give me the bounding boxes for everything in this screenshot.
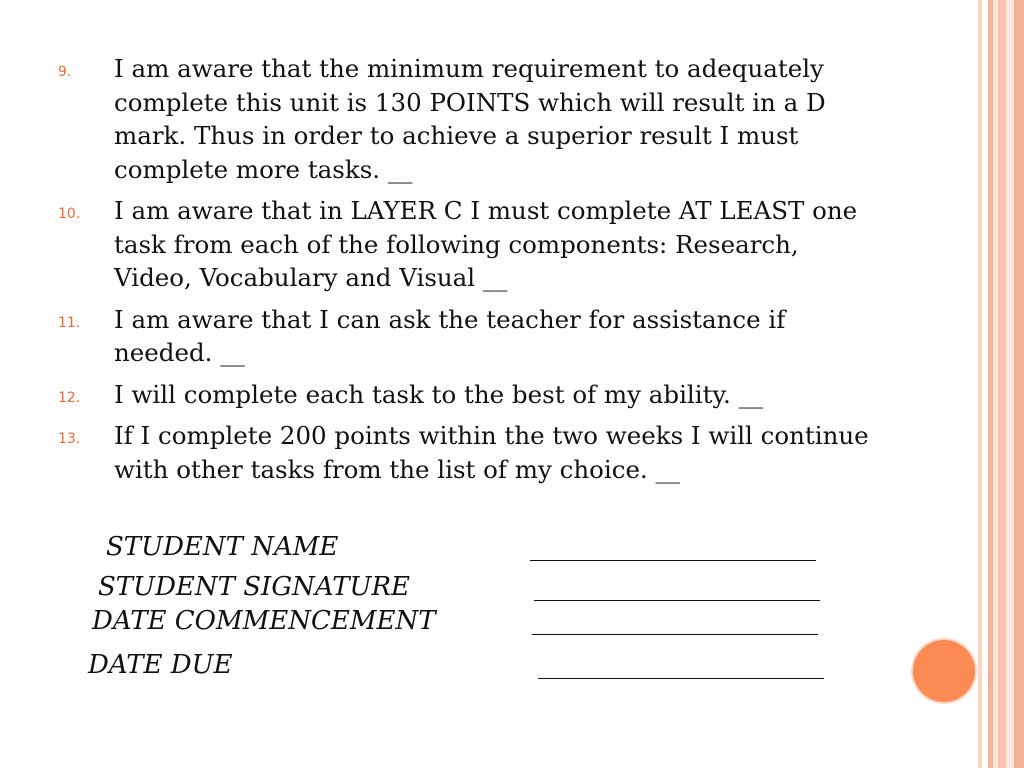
item-number: 12.	[58, 389, 81, 406]
item-text: I will complete each task to the best of my ability. __	[114, 379, 764, 409]
agreement-list	[58, 52, 878, 494]
date-commencement-label: DATE COMMENCEMENT	[92, 606, 436, 636]
date-commencement-line[interactable]: ______________________	[532, 606, 818, 636]
decorative-circle	[913, 640, 975, 702]
item-number: 9.	[58, 64, 72, 80]
item-text: I am aware that the minimum requirement to adequately complete this unit is 130 POINTS which will result in a D mark. Thus in order to achieve a superior result I must complete more tasks. __	[114, 54, 826, 184]
decorative-stripe	[998, 0, 1006, 768]
student-name-label: STUDENT NAME	[106, 532, 339, 562]
student-signature-label: STUDENT SIGNATURE	[98, 572, 411, 602]
item-number: 10.	[58, 206, 81, 222]
item-number: 13.	[58, 431, 81, 447]
decorative-stripe	[1014, 0, 1024, 768]
list-item	[58, 52, 878, 186]
date-due-label: DATE DUE	[88, 650, 233, 680]
item-text: I am aware that in LAYER C I must complete AT LEAST one task from each of the following components: Research, Video, Vocabulary and Visual __	[114, 196, 858, 292]
student-signature-line[interactable]: ______________________	[534, 572, 820, 602]
list-item	[58, 194, 878, 295]
item-text: If I complete 200 points within the two weeks I will continue with other tasks from the list of my choice. __	[114, 421, 869, 484]
date-due-line[interactable]: ______________________	[538, 650, 824, 680]
item-number: 11.	[58, 314, 81, 331]
list-item	[58, 419, 878, 486]
list-item	[58, 378, 878, 412]
decorative-stripe	[1006, 0, 1014, 768]
item-text: I am aware that I can ask the teacher for assistance if needed. __	[114, 304, 786, 367]
list-item	[58, 303, 878, 370]
signature-fields	[0, 528, 900, 688]
student-name-line[interactable]: ______________________	[530, 532, 816, 562]
